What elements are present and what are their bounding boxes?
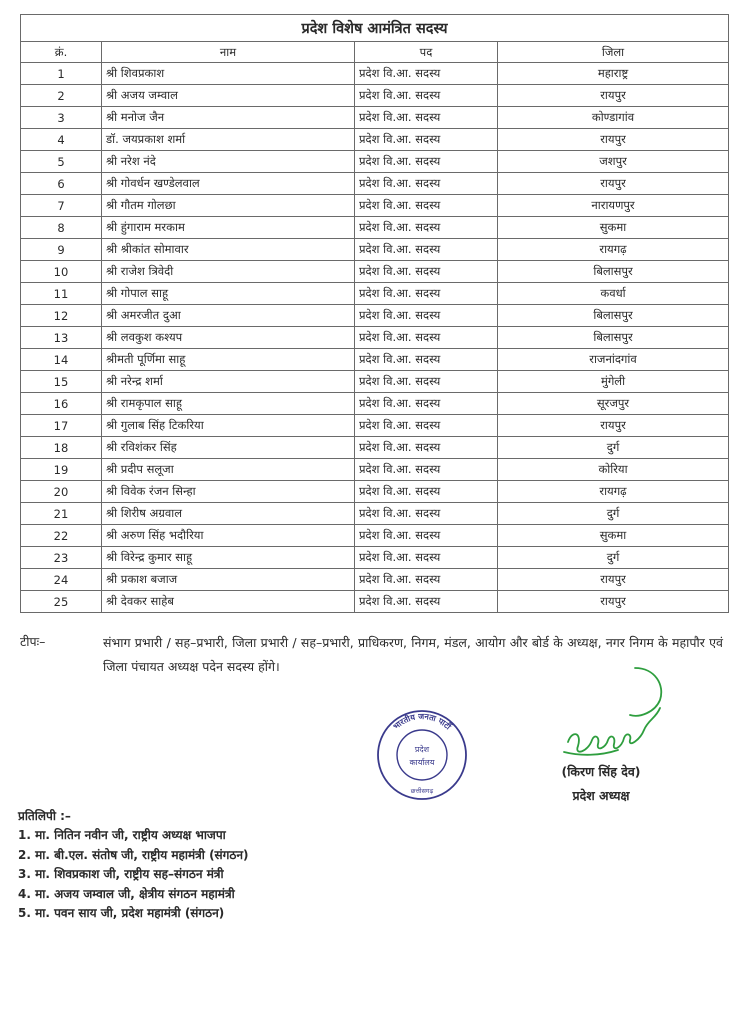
row-post: प्रदेश वि.आ. सदस्य [355, 349, 498, 371]
row-post: प्रदेश वि.आ. सदस्य [355, 437, 498, 459]
signatory-title: प्रदेश अध्यक्ष [572, 788, 630, 803]
table-row [21, 151, 729, 173]
table-row [21, 591, 729, 613]
row-post: प्रदेश वि.आ. सदस्य [355, 261, 498, 283]
note-text: संभाग प्रभारी / सह–प्रभारी, जिला प्रभारी / सह–प्रभारी, प्राधिकरण, निगम, मंडल, आयोग और बोर्ड के अध्यक्ष, नगर निगम के महापौर एवं जिला पंचायत अध्यक्ष पदेन सदस्य होंगे। [103, 635, 723, 674]
row-district: कोरिया [498, 459, 729, 481]
table-header-row [21, 42, 729, 63]
row-post: प्रदेश वि.आ. सदस्य [355, 415, 498, 437]
row-post: प्रदेश वि.आ. सदस्य [355, 481, 498, 503]
table-row [21, 261, 729, 283]
stamp-line1: प्रदेश [414, 745, 430, 754]
table-title: प्रदेश विशेष आमंत्रित सदस्य [21, 15, 729, 42]
row-district: रायपुर [498, 569, 729, 591]
table-row [21, 503, 729, 525]
table-row [21, 525, 729, 547]
row-name: श्री राजेश त्रिवेदी [102, 261, 355, 283]
row-name: श्री गौतम गोलछा [102, 195, 355, 217]
header-name: नाम [102, 42, 355, 63]
row-serial: 10 [21, 261, 102, 283]
row-post: प्रदेश वि.आ. सदस्य [355, 129, 498, 151]
row-name: श्री शिरीष अग्रवाल [102, 503, 355, 525]
table-row [21, 173, 729, 195]
row-name: श्री देवकर साहेब [102, 591, 355, 613]
row-district: राजनांदगांव [498, 349, 729, 371]
row-serial: 5 [21, 151, 102, 173]
table-row [21, 371, 729, 393]
row-name: श्रीमती पूर्णिमा साहू [102, 349, 355, 371]
table-row [21, 305, 729, 327]
table-row [21, 481, 729, 503]
row-district: बिलासपुर [498, 305, 729, 327]
stamp-line2: कार्यालय [409, 758, 435, 767]
row-serial: 16 [21, 393, 102, 415]
row-serial: 19 [21, 459, 102, 481]
row-name: श्री प्रदीप सलूजा [102, 459, 355, 481]
row-serial: 17 [21, 415, 102, 437]
row-serial: 6 [21, 173, 102, 195]
row-name: श्री अरुण सिंह भदौरिया [102, 525, 355, 547]
row-post: प्रदेश वि.आ. सदस्य [355, 503, 498, 525]
table-row [21, 107, 729, 129]
row-post: प्रदेश वि.आ. सदस्य [355, 569, 498, 591]
copies-list [18, 826, 249, 924]
row-post: प्रदेश वि.आ. सदस्य [355, 239, 498, 261]
header-district: जिला [498, 42, 729, 63]
row-post: प्रदेश वि.आ. सदस्य [355, 217, 498, 239]
row-district: दुर्ग [498, 437, 729, 459]
row-serial: 24 [21, 569, 102, 591]
table-row [21, 63, 729, 85]
row-name: श्री रविशंकर सिंह [102, 437, 355, 459]
table-body [21, 63, 729, 613]
table-row [21, 327, 729, 349]
row-district: सुकमा [498, 217, 729, 239]
table-title-row [21, 15, 729, 42]
row-post: प्रदेश वि.आ. सदस्य [355, 393, 498, 415]
row-district: रायपुर [498, 591, 729, 613]
row-post: प्रदेश वि.आ. सदस्य [355, 371, 498, 393]
copy-item: 4. मा. अजय जम्वाल जी, क्षेत्रीय संगठन महामंत्री [18, 886, 235, 901]
row-name: श्री अजय जम्वाल [102, 85, 355, 107]
table-row [21, 195, 729, 217]
row-district: दुर्ग [498, 503, 729, 525]
row-serial: 23 [21, 547, 102, 569]
row-serial: 25 [21, 591, 102, 613]
row-district: महाराष्ट्र [498, 63, 729, 85]
row-district: रायपुर [498, 173, 729, 195]
row-post: प्रदेश वि.आ. सदस्य [355, 283, 498, 305]
row-post: प्रदेश वि.आ. सदस्य [355, 151, 498, 173]
row-district: कोण्डागांव [498, 107, 729, 129]
signatory-name: (किरण सिंह देव) [561, 764, 641, 779]
row-serial: 3 [21, 107, 102, 129]
copies-heading: प्रतिलिपी :– [18, 809, 71, 823]
table-row [21, 569, 729, 591]
row-district: रायगढ़ [498, 481, 729, 503]
row-serial: 4 [21, 129, 102, 151]
row-district: बिलासपुर [498, 327, 729, 349]
signature [560, 660, 670, 765]
row-serial: 22 [21, 525, 102, 547]
row-district: कवर्धा [498, 283, 729, 305]
row-serial: 14 [21, 349, 102, 371]
row-serial: 2 [21, 85, 102, 107]
row-name: श्री श्रीकांत सोमावार [102, 239, 355, 261]
table-row [21, 349, 729, 371]
row-name: श्री प्रकाश बजाज [102, 569, 355, 591]
row-serial: 13 [21, 327, 102, 349]
row-post: प्रदेश वि.आ. सदस्य [355, 459, 498, 481]
stamp-bottom-text: छत्तीसगढ़ [410, 787, 434, 795]
row-serial: 11 [21, 283, 102, 305]
copy-item: 5. मा. पवन साय जी, प्रदेश महामंत्री (संगठन) [18, 906, 225, 920]
row-post: प्रदेश वि.आ. सदस्य [355, 305, 498, 327]
row-post: प्रदेश वि.आ. सदस्य [355, 327, 498, 349]
row-district: जशपुर [498, 151, 729, 173]
row-serial: 18 [21, 437, 102, 459]
table-row [21, 415, 729, 437]
row-name: श्री विरेन्द्र कुमार साहू [102, 547, 355, 569]
row-post: प्रदेश वि.आ. सदस्य [355, 173, 498, 195]
row-post: प्रदेश वि.आ. सदस्य [355, 591, 498, 613]
row-serial: 12 [21, 305, 102, 327]
row-post: प्रदेश वि.आ. सदस्य [355, 195, 498, 217]
row-post: प्रदेश वि.आ. सदस्य [355, 107, 498, 129]
row-name: डॉ. जयप्रकाश शर्मा [102, 129, 355, 151]
copy-item: 3. मा. शिवप्रकाश जी, राष्ट्रीय सह–संगठन मंत्री [18, 867, 224, 881]
row-name: श्री अमरजीत दुआ [102, 305, 355, 327]
row-name: श्री विवेक रंजन सिन्हा [102, 481, 355, 503]
table-row [21, 217, 729, 239]
row-district: मुंगेली [498, 371, 729, 393]
table-row [21, 547, 729, 569]
table-row [21, 129, 729, 151]
header-serial: क्रं. [21, 42, 102, 63]
row-district: रायपुर [498, 129, 729, 151]
row-name: श्री गोपाल साहू [102, 283, 355, 305]
row-post: प्रदेश वि.आ. सदस्य [355, 85, 498, 107]
table-row [21, 459, 729, 481]
row-name: श्री गोवर्धन खण्डेलवाल [102, 173, 355, 195]
copy-item: 1. मा. नितिन नवीन जी, राष्ट्रीय अध्यक्ष भाजपा [18, 828, 226, 842]
table-row [21, 283, 729, 305]
row-post: प्रदेश वि.आ. सदस्य [355, 547, 498, 569]
table-row [21, 437, 729, 459]
stamp-arc-text: भारतीय जनता पार्टी [391, 711, 453, 732]
table-row [21, 85, 729, 107]
table-row [21, 393, 729, 415]
row-name: श्री हुंगाराम मरकाम [102, 217, 355, 239]
row-serial: 20 [21, 481, 102, 503]
row-district: बिलासपुर [498, 261, 729, 283]
row-district: दुर्ग [498, 547, 729, 569]
row-district: नारायणपुर [498, 195, 729, 217]
row-name: श्री नरेश नंदे [102, 151, 355, 173]
row-district: रायगढ़ [498, 239, 729, 261]
row-serial: 15 [21, 371, 102, 393]
row-post: प्रदेश वि.आ. सदस्य [355, 63, 498, 85]
row-name: श्री नरेन्द्र शर्मा [102, 371, 355, 393]
row-name: श्री रामकृपाल साहू [102, 393, 355, 415]
row-district: सुकमा [498, 525, 729, 547]
row-serial: 21 [21, 503, 102, 525]
copy-item: 2. मा. बी.एल. संतोष जी, राष्ट्रीय महामंत्री (संगठन) [18, 847, 249, 862]
row-district: रायपुर [498, 415, 729, 437]
row-name: श्री लवकुश कश्यप [102, 327, 355, 349]
members-table [20, 14, 729, 613]
row-serial: 9 [21, 239, 102, 261]
row-serial: 1 [21, 63, 102, 85]
row-name: श्री शिवप्रकाश [102, 63, 355, 85]
office-stamp [372, 705, 472, 800]
row-post: प्रदेश वि.आ. सदस्य [355, 525, 498, 547]
row-name: श्री गुलाब सिंह टिकरिया [102, 415, 355, 437]
row-serial: 8 [21, 217, 102, 239]
row-district: रायपुर [498, 85, 729, 107]
table-row [21, 239, 729, 261]
row-district: सूरजपुर [498, 393, 729, 415]
header-post: पद [355, 42, 498, 63]
note-label: टीपः– [20, 634, 46, 649]
row-serial: 7 [21, 195, 102, 217]
row-name: श्री मनोज जैन [102, 107, 355, 129]
